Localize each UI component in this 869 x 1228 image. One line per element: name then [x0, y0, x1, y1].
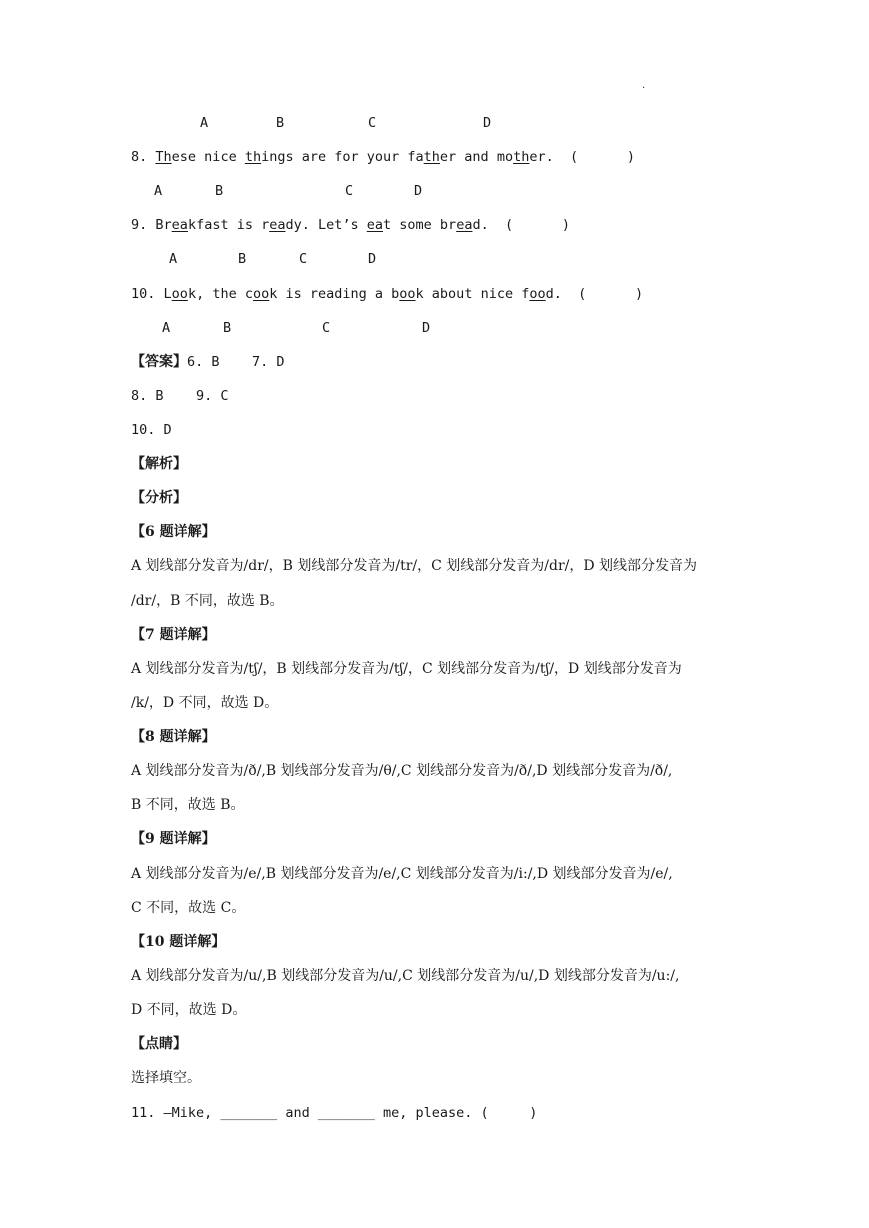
heading-text: 【9 题详解】 [131, 831, 216, 847]
heading-text: 【分析】 [131, 490, 187, 506]
option-c: C [345, 183, 354, 199]
question-11: 11. —Mike, _______ and _______ me, please. ( ) [131, 1105, 538, 1121]
answer-line-2: 8. B 9. C [131, 388, 229, 404]
underlined-b: ea [269, 217, 286, 233]
heading-text: 【7 题详解】 [131, 627, 216, 643]
answer-label: 【答案】 [131, 354, 187, 370]
fenxi-heading [131, 489, 187, 507]
underlined-b: oo [252, 286, 270, 302]
detail-7-line1: A 划线部分发音为/tʃ/，B 划线部分发音为/tʃ/，C 划线部分发音为/tʃ/，D 划线部分发音为 [131, 661, 682, 677]
text: Br [155, 217, 172, 233]
heading-text: 【点睛】 [131, 1036, 187, 1052]
answer-line-3: 10. D [131, 422, 172, 438]
option-b: B [238, 251, 247, 267]
underlined-a: ea [171, 217, 188, 233]
text: t some br [383, 217, 457, 233]
option-c: C [299, 251, 308, 267]
detail-9-line1: A 划线部分发音为/e/,B 划线部分发音为/e/,C 划线部分发音为/i:/,D 划线部分发音为/e/, [131, 866, 673, 882]
answer-bracket: er. ( ) [529, 149, 636, 165]
option-a: A [162, 320, 171, 336]
question-9 [131, 216, 570, 234]
question-10 [131, 285, 643, 303]
heading-text: 【8 题详解】 [131, 729, 216, 745]
option-b: B [215, 183, 224, 199]
underlined-c: ea [366, 217, 384, 233]
detail-9-line2: C 不同，故选 C。 [131, 900, 246, 916]
text: kfast is r [187, 217, 270, 233]
underlined-c: oo [399, 286, 416, 302]
analysis-heading [131, 455, 187, 473]
text: ese nice [171, 149, 245, 165]
heading-text: 【解析】 [131, 456, 187, 472]
detail-6-line2: /dr/，B 不同，故选 B。 [131, 593, 284, 609]
page-dot: . [642, 80, 646, 91]
detail-10-title [131, 933, 225, 951]
detail-7-line2: /k/，D 不同，故选 D。 [131, 695, 279, 711]
dianjing-text: 选择填空。 [131, 1070, 201, 1086]
option-c: C [368, 115, 377, 131]
text: L [163, 286, 172, 302]
option-a: A [200, 115, 209, 131]
option-d: D [368, 251, 377, 267]
dianjing-heading [131, 1035, 187, 1053]
answer-line-1 [131, 353, 285, 371]
underlined-c: th [423, 149, 440, 165]
text: ings are for your fa [261, 149, 424, 165]
detail-10-line1: A 划线部分发音为/u/,B 划线部分发音为/u/,C 划线部分发音为/u/,D 划线部分发音为/u:/, [131, 968, 680, 984]
heading-text: 【6 题详解】 [131, 524, 216, 540]
detail-7-title [131, 626, 216, 644]
underlined-d: ea [456, 217, 473, 233]
question-number: 9. [131, 217, 148, 233]
question-number: 10. [131, 286, 156, 302]
detail-10-line2: D 不同，故选 D。 [131, 1002, 247, 1018]
underlined-a: oo [171, 286, 188, 302]
text: er and mo [439, 149, 514, 165]
option-a: A [154, 183, 163, 199]
heading-text: 【10 题详解】 [131, 934, 226, 950]
text: dy. Let’s [285, 217, 367, 233]
option-d: D [414, 183, 423, 199]
text: k about nice f [415, 286, 530, 302]
option-d: D [483, 115, 492, 131]
text: k is reading a b [269, 286, 400, 302]
question-8 [131, 148, 635, 166]
text: k, the c [187, 286, 253, 302]
answer-bracket: d. ( ) [545, 286, 644, 302]
answer-bracket: d. ( ) [472, 217, 570, 233]
option-b: B [276, 115, 285, 131]
question-number: 8. [131, 149, 148, 165]
detail-8-line2: B 不同，故选 B。 [131, 797, 245, 813]
underlined-d: oo [529, 286, 546, 302]
option-d: D [422, 320, 431, 336]
detail-9-title [131, 830, 216, 848]
detail-8-line1: A 划线部分发音为/ð/,B 划线部分发音为/θ/,C 划线部分发音为/ð/,D 划线部分发音为/ð/, [131, 763, 673, 779]
option-a: A [169, 251, 178, 267]
detail-6-title [131, 523, 216, 541]
detail-6-line1: A 划线部分发音为/dr/，B 划线部分发音为/tr/，C 划线部分发音为/dr/，D 划线部分发音为 [131, 558, 698, 574]
option-b: B [223, 320, 232, 336]
underlined-a: Th [155, 149, 172, 165]
detail-8-title [131, 728, 216, 746]
underlined-b: th [244, 149, 262, 165]
answer-text: 6. B 7. D [187, 354, 285, 370]
option-c: C [322, 320, 331, 336]
underlined-d: th [513, 149, 530, 165]
